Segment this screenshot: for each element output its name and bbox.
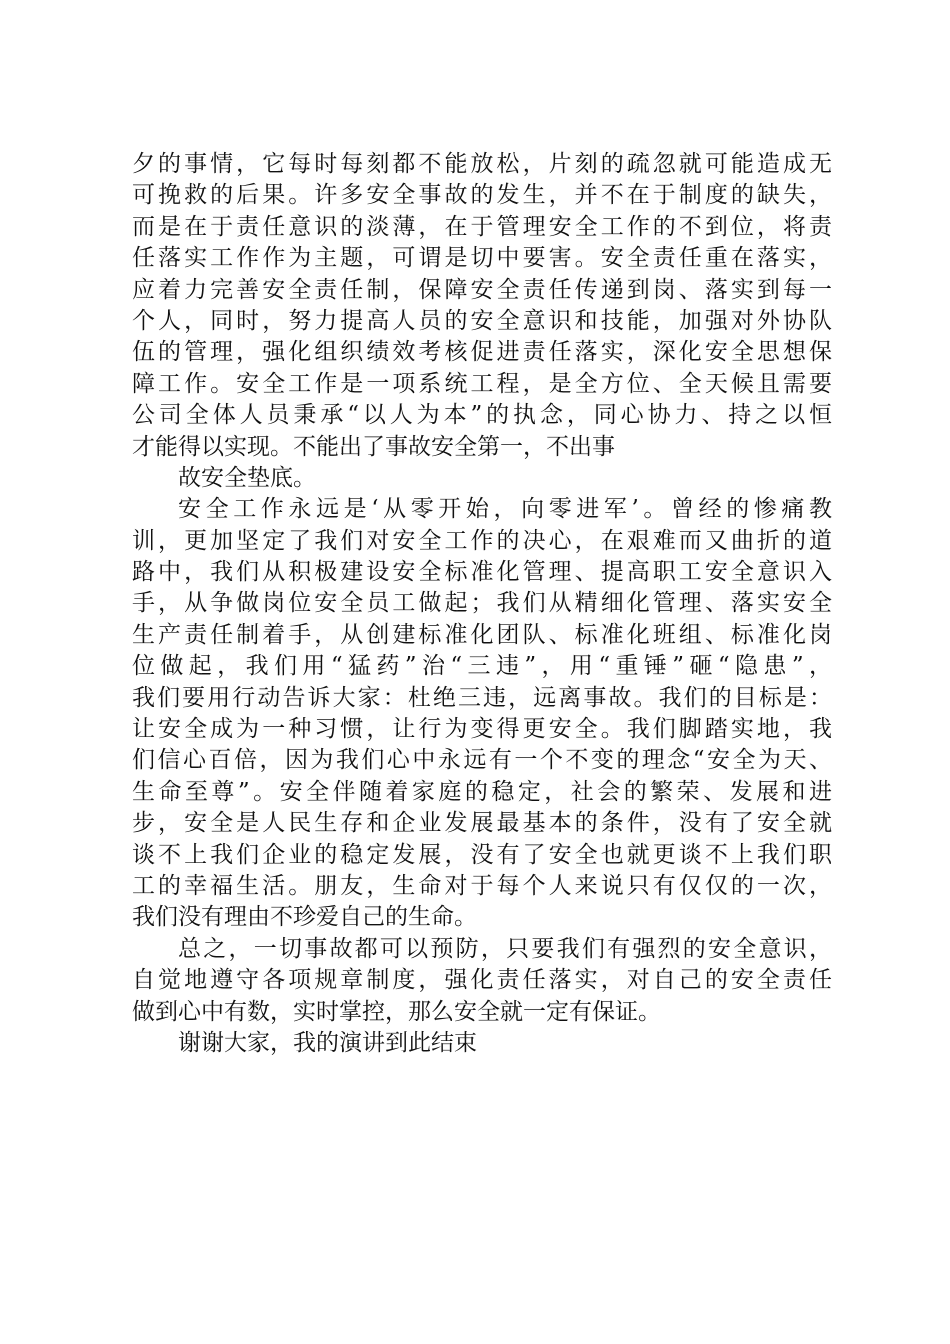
text-line: 应着力完善安全责任制，保障安全责任传递到岗、落实到每一 <box>132 276 832 303</box>
text-line: 故安全垫底。 <box>178 464 316 491</box>
text-line: 生产责任制着手，从创建标准化团队、标准化班组、标准化岗 <box>132 621 832 648</box>
text-line: 公司全体人员秉承“以人为本”的执念，同心协力、持之以恒 <box>132 402 832 429</box>
text-line: 路中，我们从积极建设安全标准化管理、提高职工安全意识入 <box>132 559 832 586</box>
text-line: 手，从争做岗位安全员工做起；我们从精细化管理、落实安全 <box>132 590 832 617</box>
text-line: 安全工作永远是‘从零开始，向零进军’。曾经的惨痛教 <box>178 496 832 523</box>
text-line: 伍的管理，强化组织绩效考核促进责任落实，深化安全思想保 <box>132 339 832 366</box>
text-line: 可挽救的后果。许多安全事故的发生，并不在于制度的缺失， <box>132 182 832 209</box>
text-line: 位做起，我们用“猛药”治“三违”，用“重锤”砸“隐患”， <box>132 653 832 680</box>
text-line: 才能得以实现。不能出了事故安全第一，不出事 <box>132 433 615 460</box>
text-line: 我们没有理由不珍爱自己的生命。 <box>132 904 477 931</box>
text-line: 工的幸福生活。朋友，生命对于每个人来说只有仅仅的一次， <box>132 872 832 899</box>
text-line: 总之，一切事故都可以预防，只要我们有强烈的安全意识， <box>178 935 832 962</box>
text-line: 任落实工作作为主题，可谓是切中要害。安全责任重在落实， <box>132 245 832 272</box>
text-line: 障工作。安全工作是一项系统工程，是全方位、全天候且需要 <box>132 370 832 397</box>
text-line: 做到心中有数，实时掌控，那么安全就一定有保证。 <box>132 998 661 1025</box>
text-line: 个人，同时，努力提高人员的安全意识和技能，加强对外协队 <box>132 307 832 334</box>
text-line: 夕的事情，它每时每刻都不能放松，片刻的疏忽就可能造成无 <box>132 151 832 177</box>
text-line: 训，更加坚定了我们对安全工作的决心，在艰难而又曲折的道 <box>132 527 832 554</box>
text-line: 们信心百倍，因为我们心中永远有一个不变的理念“安全为天、 <box>132 747 832 774</box>
text-line: 谢谢大家，我的演讲到此结束 <box>178 1029 477 1056</box>
text-line: 自觉地遵守各项规章制度，强化责任落实，对自己的安全责任 <box>132 967 832 994</box>
text-line: 谈不上我们企业的稳定发展，没有了安全也就更谈不上我们职 <box>132 841 832 868</box>
text-line: 让安全成为一种习惯，让行为变得更安全。我们脚踏实地，我 <box>132 716 832 743</box>
body-text <box>132 149 832 1059</box>
text-line: 我们要用行动告诉大家：杜绝三违，远离事故。我们的目标是： <box>132 684 832 711</box>
text-line: 步，安全是人民生存和企业发展最基本的条件，没有了安全就 <box>132 810 832 837</box>
text-line: 生命至尊”。安全伴随着家庭的稳定，社会的繁荣、发展和进 <box>132 778 832 805</box>
text-line: 而是在于责任意识的淡薄，在于管理安全工作的不到位，将责 <box>132 213 832 240</box>
